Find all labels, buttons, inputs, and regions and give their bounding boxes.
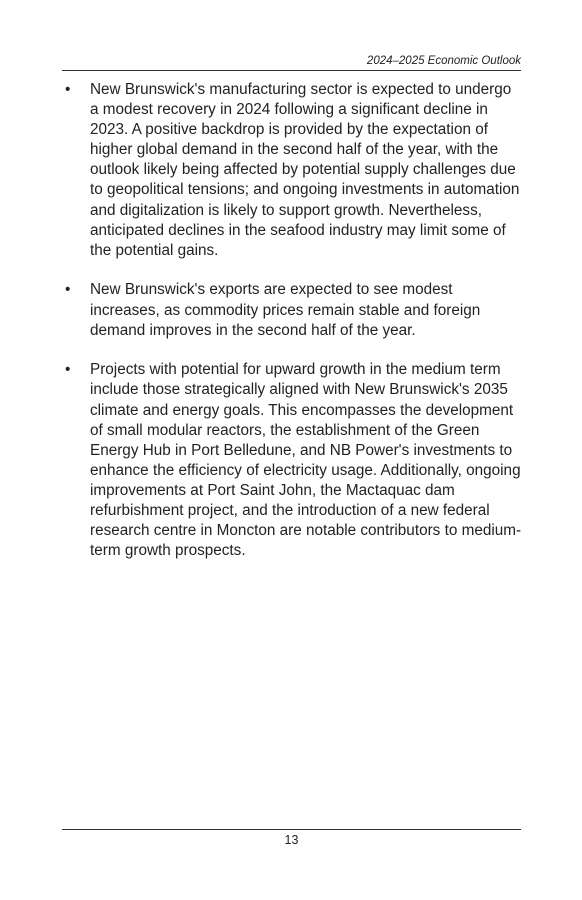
bullet-marker: • — [65, 281, 71, 299]
list-item-projects — [62, 360, 522, 561]
bullet-marker: • — [65, 361, 71, 379]
page-body — [62, 80, 522, 581]
header-divider — [62, 70, 521, 71]
list-item-text: Projects with potential for upward growth in the medium term include those strategically aligned with New Brunswick's 2035 climate and energy goals. This encompasses the development of small modular reactors, the establishment of the Green Energy Hub in Port Belledune, and NB Power's investments to enhance the efficiency of electricity usage. Additionally, ongoing improvements at Port Saint John, the Mactaquac dam refurbishment project, and the introduction of a new federal research centre in Moncton are notable contributors to medium-term growth prospects. — [90, 361, 522, 560]
list-item-text: New Brunswick's manufacturing sector is expected to undergo a modest recovery in 2024 following a significant decline in 2023. A positive backdrop is provided by the expectation of higher global demand in the second half of the year, with the outlook likely being affected by potential supply challenges due to geopolitical tensions; and ongoing investments in automation and digitalization is likely to support growth. Nevertheless, anticipated declines in the seafood industry may limit some of the potential gains. — [90, 81, 520, 259]
bullet-list — [62, 80, 522, 561]
list-item-exports — [62, 280, 522, 340]
list-item-text: New Brunswick's exports are expected to see modest increases, as commodity prices remain stable and foreign demand improves in the second half of the year. — [90, 281, 481, 339]
list-item-manufacturing — [62, 80, 522, 261]
footer-divider — [62, 829, 521, 830]
bullet-marker: • — [65, 81, 71, 98]
page-number: 13 — [284, 833, 299, 847]
running-header: 2024–2025 Economic Outlook — [366, 55, 521, 67]
